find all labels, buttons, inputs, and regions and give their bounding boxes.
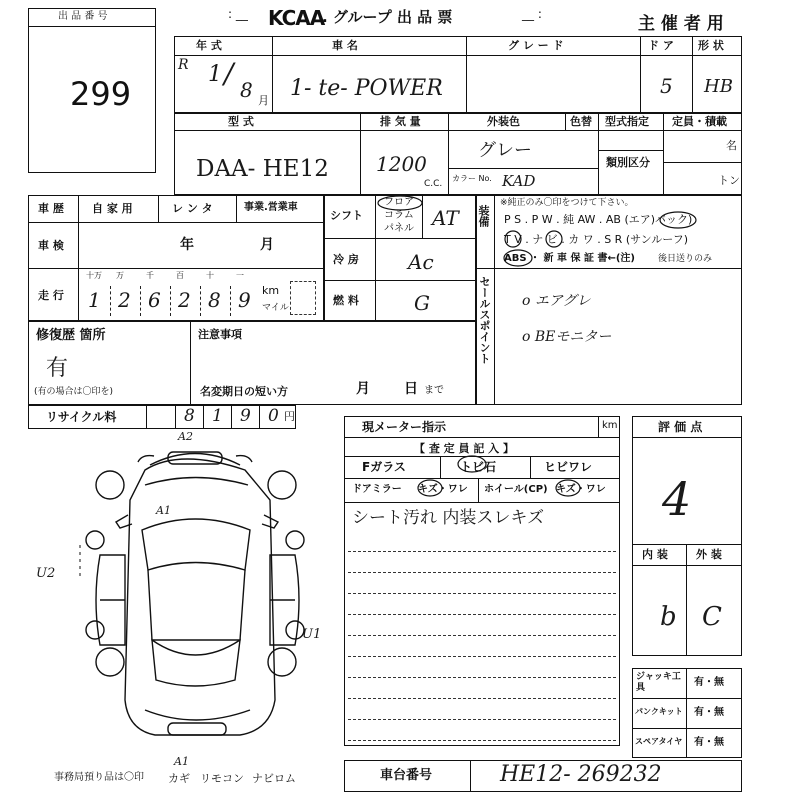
type-designation-label: 型式指定 <box>605 115 649 128</box>
persons-unit: 名 <box>726 139 737 152</box>
recycle-fee-digit: 0 <box>268 406 279 426</box>
grade-label: グ レ ー ド <box>508 39 564 52</box>
mileage-label: 走 行 <box>38 289 64 302</box>
model-code-value: DAA- HE12 <box>196 156 329 182</box>
equipment-line-2: T V . ナ ビ . カ ワ . S R (サンルーフ) <box>504 233 689 246</box>
shift-label: シフト <box>330 209 363 222</box>
inspection-year-unit: 年 <box>180 237 194 253</box>
organizer-label: 主 催 者 用 <box>638 14 724 34</box>
inspection-circle-marks <box>344 446 620 506</box>
mileage-digit: 2 <box>118 288 131 312</box>
wheel-label: ホイール(CP) <box>484 484 548 495</box>
ac-label: 冷 房 <box>333 253 359 266</box>
mirror-label: ドアミラー <box>352 484 402 495</box>
remarks-line <box>348 698 616 699</box>
mirror-options: キズ・ワレ <box>418 484 468 495</box>
repair-label: 修復歴 箇所 <box>36 328 106 343</box>
spare-yes-no: 有・無 <box>694 737 724 748</box>
mileage-digit: 9 <box>238 288 251 312</box>
ac-value: Ac <box>408 250 434 274</box>
month-value: 8 <box>240 78 253 102</box>
remarks-line <box>348 614 616 615</box>
office-item-navi-rom: ナビロム <box>252 772 296 785</box>
mileage-digit: 6 <box>148 288 161 312</box>
damage-mark-u2: U2 <box>36 566 56 581</box>
interior-label: 内 装 <box>642 548 668 561</box>
mile-checkbox[interactable] <box>290 281 316 315</box>
shift-value: AT <box>432 206 459 230</box>
mileage-digit-head: 万 <box>116 271 124 280</box>
car-body-diagram <box>50 430 350 770</box>
exterior-grade: C <box>702 602 722 632</box>
damage-mark-a1-rear: A1 <box>174 755 189 768</box>
km-unit: km <box>262 284 280 297</box>
year-slash: / <box>224 57 234 90</box>
notes-label: 注意事項 <box>198 328 242 341</box>
year-label: 年 式 <box>196 39 222 52</box>
remarks-line <box>348 677 616 678</box>
punch-mark: __ : <box>522 7 542 21</box>
history-option-private: 自 家 用 <box>92 202 133 215</box>
equipment-circle-marks <box>476 195 742 270</box>
office-note: 事務局預り品は〇印 <box>54 772 144 783</box>
year-value: 1 <box>208 62 222 87</box>
mileage-digit-head: 十万 <box>86 271 102 280</box>
chassis-number-value: HE12- 269232 <box>500 762 662 787</box>
mileage-digit: 8 <box>208 288 221 312</box>
category-label: 類別区分 <box>606 156 650 169</box>
jack-yes-no: 有・無 <box>694 677 724 688</box>
shift-option-panel: パネル <box>384 223 414 234</box>
sales-point-2: o BEモニター <box>522 329 612 345</box>
door-label: ド ア <box>648 39 674 52</box>
sales-point-label: セールスポイント <box>478 276 491 364</box>
puncture-yes-no: 有・無 <box>694 707 724 718</box>
color-label: 外装色 <box>487 115 520 128</box>
meter-label: 現メーター指示 <box>362 420 447 434</box>
recycle-fee-unit: 円 <box>284 410 295 423</box>
grade-section <box>632 416 742 656</box>
stone-chip-label: トビ石 <box>460 460 497 474</box>
shape-label: 形 状 <box>698 39 724 52</box>
color-code-label: カラー No. <box>452 174 492 183</box>
remarks-line <box>348 635 616 636</box>
color-value: グレー <box>478 140 532 161</box>
recycle-fee-digit: 9 <box>240 406 251 426</box>
recycle-fee-label: リサイクル料 <box>46 410 117 424</box>
office-item-key: カギ <box>168 772 190 785</box>
car-name-label: 車 名 <box>332 39 358 52</box>
repair-value: 有 <box>46 356 69 381</box>
history-option-business: 事業.営業車 <box>244 202 298 213</box>
equipment-line-1: P S . P W . 純 AW . AB (エア)バック) <box>504 213 693 226</box>
interior-grade: b <box>660 602 677 632</box>
remarks-line <box>348 656 616 657</box>
recycle-fee-digit: 8 <box>184 406 195 426</box>
lot-number: 299 <box>70 75 132 113</box>
expiry-label: 名変期日の短い方 <box>200 385 288 398</box>
color-code-value: KAD <box>502 172 536 190</box>
mileage-digit-head: 百 <box>176 271 184 280</box>
remarks-line <box>348 593 616 594</box>
expiry-until: まで <box>424 385 444 396</box>
damage-mark-a1-front: A1 <box>156 504 171 517</box>
inspection-label: 車 検 <box>38 239 64 252</box>
remarks-line <box>348 719 616 720</box>
shape-value: HB <box>704 76 733 97</box>
remarks-text: シート汚れ 内装スレキズ <box>352 508 545 528</box>
mileage-digit-head: 十 <box>206 271 214 280</box>
history-label: 車 歴 <box>38 202 64 215</box>
damage-mark-a2: A2 <box>178 430 193 443</box>
fuel-label: 燃 料 <box>333 294 359 307</box>
crack-label: ヒビワレ <box>544 460 593 474</box>
office-item-remote: リモコン <box>200 772 244 785</box>
shift-option-column: コラム <box>384 210 414 221</box>
shift-option-floor: フロア <box>384 197 414 208</box>
mileage-digit: 1 <box>88 288 101 312</box>
puncture-kit-label: パンクキット <box>635 707 683 716</box>
glass-label: Fガラス <box>362 460 406 474</box>
brand-logo: KCAA <box>268 6 325 30</box>
displacement-label: 排 気 量 <box>380 115 421 128</box>
lot-number-label: 出 品 番 号 <box>58 11 108 22</box>
expiry-day-unit: 日 <box>404 381 418 397</box>
equipment-label: 装備 <box>477 205 490 227</box>
era-value: R <box>178 57 189 73</box>
form-title: . グループ 出 品 票 <box>322 8 453 26</box>
recycle-fee-digit: 1 <box>212 406 223 426</box>
remarks-line <box>348 740 616 741</box>
fuel-value: G <box>414 291 430 315</box>
remarks-line <box>348 551 616 552</box>
mileage-digit-head: 千 <box>146 271 154 280</box>
repair-note: (有の場合は〇印を) <box>34 387 114 397</box>
model-type-label: 型 式 <box>228 115 254 128</box>
meter-unit: km <box>602 420 618 431</box>
equipment-line-3: ABS ・ 新 車 保 証 書←(注) <box>504 253 635 264</box>
wheel-options: キズ・ワレ <box>556 484 606 495</box>
report-title: 【 査 定 員 記 入 】 <box>414 442 514 455</box>
equipment-line-3-note: 後日送りのみ <box>658 254 713 264</box>
doors-value: 5 <box>660 74 673 98</box>
cc-unit: C.C. <box>424 179 443 189</box>
grade-label: 評 価 点 <box>658 420 703 434</box>
mileage-digit: 2 <box>178 288 191 312</box>
remarks-line <box>348 572 616 573</box>
inspection-month-unit: 月 <box>260 237 274 253</box>
car-name-value: 1- te- POWER <box>290 76 443 101</box>
expiry-month-unit: 月 <box>356 381 370 397</box>
mile-unit: マイル <box>262 303 289 313</box>
color-change-label: 色替 <box>570 115 592 128</box>
tons-unit: トン <box>718 174 740 187</box>
sales-point-1: o エアグレ <box>522 293 591 309</box>
exterior-label: 外 装 <box>696 548 722 561</box>
punch-mark: : __ <box>228 7 248 21</box>
equipment-note: ※純正のみ〇印をつけて下さい。 <box>500 198 634 208</box>
displacement-value: 1200 <box>376 152 427 176</box>
grade-score: 4 <box>662 472 692 526</box>
chassis-number-label: 車台番号 <box>380 768 433 783</box>
month-unit: 月 <box>258 94 269 107</box>
mileage-digit-head: 一 <box>236 271 244 280</box>
jack-label: ジャッキ工 具 <box>636 672 681 693</box>
spare-tire-label: スペアタイヤ <box>635 737 683 746</box>
damage-mark-u1: U1 <box>302 627 322 642</box>
history-option-rental: レ ン タ <box>172 202 213 215</box>
capacity-label: 定員・積載 <box>672 115 727 128</box>
